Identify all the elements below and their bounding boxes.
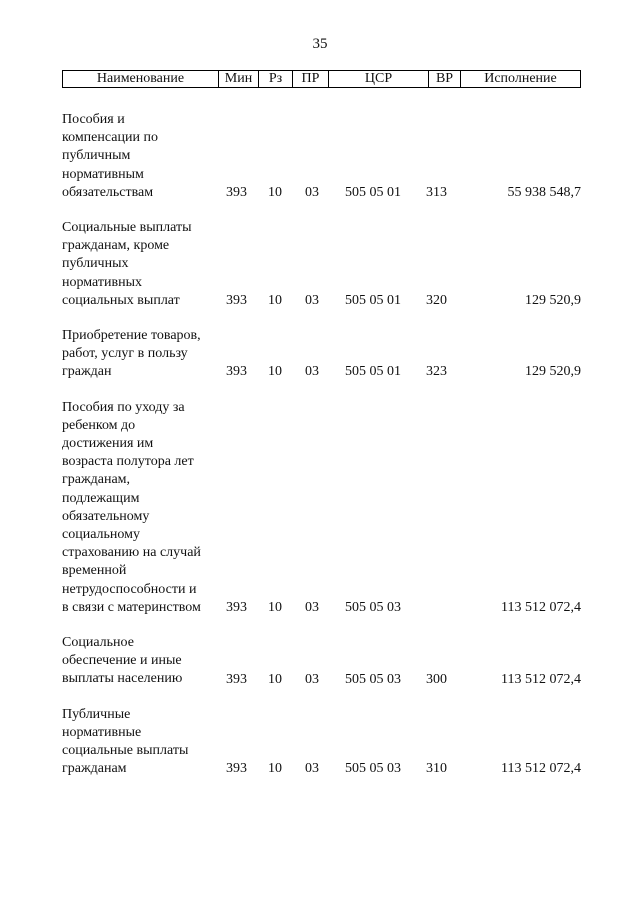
header-name: Наименование	[96, 71, 185, 86]
row-name-line: работ, услуг в пользу	[62, 346, 188, 362]
row-name-line: Пособия по уходу за	[62, 399, 185, 415]
row-name-line: страхованию на случай	[62, 545, 201, 561]
row-name-line: подлежащим	[62, 490, 140, 506]
cell-csr: 505 05 01	[345, 292, 401, 308]
cell-csr: 505 05 03	[345, 761, 401, 777]
page-number: 35	[312, 36, 328, 52]
header-rz: Рз	[258, 71, 292, 87]
row-name-line: Приобретение товаров,	[62, 328, 201, 344]
row-name-line: публичных	[62, 256, 129, 272]
cell-vr: 313	[426, 184, 447, 200]
row-values	[0, 363, 640, 381]
row-name-line: социальных выплат	[62, 292, 180, 308]
cell-isp: 55 938 548,7	[507, 184, 581, 200]
cell-pr: 03	[305, 671, 319, 687]
cell-vr: 323	[426, 364, 447, 380]
row-name-line: Публичные	[62, 706, 131, 722]
cell-isp: 113 512 072,4	[501, 599, 581, 615]
cell-isp: 113 512 072,4	[501, 761, 581, 777]
row-values	[0, 671, 640, 689]
cell-min: 393	[226, 671, 247, 687]
cell-rz: 10	[268, 599, 282, 615]
cell-min: 393	[226, 292, 247, 308]
row-name-line: обеспечение и иные	[62, 653, 182, 669]
cell-pr: 03	[305, 364, 319, 380]
row-name-line: ребенком до	[62, 417, 136, 433]
cell-vr: 300	[426, 671, 447, 687]
cell-csr: 505 05 01	[345, 184, 401, 200]
row-name-line: Социальные выплаты	[62, 220, 192, 236]
row-name-line: временной	[62, 563, 127, 579]
table-row	[0, 111, 640, 202]
row-values	[0, 599, 640, 617]
cell-csr: 505 05 01	[345, 364, 401, 380]
cell-rz: 10	[268, 364, 282, 380]
row-name-line: нормативные	[62, 724, 142, 740]
row-name-line: социальные выплаты	[62, 743, 189, 759]
cell-rz: 10	[268, 292, 282, 308]
row-name-line: гражданам, кроме	[62, 238, 170, 254]
cell-pr: 03	[305, 184, 319, 200]
table-row	[0, 634, 640, 689]
header-csr: ЦСР	[328, 71, 428, 87]
cell-vr: 320	[426, 292, 447, 308]
header-isp: Исполнение	[460, 71, 580, 87]
row-name-line: нормативных	[62, 274, 143, 290]
cell-rz: 10	[268, 184, 282, 200]
row-name-line: возраста полутора лет	[62, 454, 194, 470]
cell-pr: 03	[305, 292, 319, 308]
header-min: Мин	[218, 71, 258, 87]
row-name-line: граждан	[62, 364, 112, 380]
cell-rz: 10	[268, 761, 282, 777]
table-body	[0, 111, 640, 796]
row-name-line: достижения им	[62, 436, 154, 452]
header-vr: ВР	[428, 71, 460, 87]
cell-vr: 310	[426, 761, 447, 777]
cell-min: 393	[226, 184, 247, 200]
row-name-line: в связи с материнством	[62, 599, 201, 615]
row-name-line: гражданам,	[62, 472, 131, 488]
table-row	[0, 399, 640, 617]
cell-isp: 129 520,9	[525, 364, 581, 380]
table-row	[0, 706, 640, 779]
row-name-line: гражданам	[62, 761, 127, 777]
row-name-line: социальному	[62, 527, 140, 543]
header-pr: ПР	[292, 71, 328, 87]
row-name-line: выплаты населению	[62, 671, 183, 687]
cell-min: 393	[226, 364, 247, 380]
row-values	[0, 184, 640, 202]
table-row	[0, 327, 640, 382]
table-row	[0, 219, 640, 310]
cell-csr: 505 05 03	[345, 599, 401, 615]
row-name	[62, 399, 220, 617]
cell-pr: 03	[305, 761, 319, 777]
row-values	[0, 292, 640, 310]
row-name-line: Социальное	[62, 635, 134, 651]
row-name-line: нормативным	[62, 166, 144, 182]
row-name-line: нетрудоспособности и	[62, 581, 197, 597]
cell-isp: 129 520,9	[525, 292, 581, 308]
cell-pr: 03	[305, 599, 319, 615]
row-name-line: публичным	[62, 148, 131, 164]
cell-min: 393	[226, 599, 247, 615]
row-values	[0, 760, 640, 778]
row-name-line: компенсации по	[62, 130, 158, 146]
row-name-line: обязательному	[62, 508, 150, 524]
row-name-line: Пособия и	[62, 112, 125, 127]
cell-rz: 10	[268, 671, 282, 687]
cell-min: 393	[226, 761, 247, 777]
row-name-line: обязательствам	[62, 184, 154, 200]
cell-isp: 113 512 072,4	[501, 671, 581, 687]
cell-csr: 505 05 03	[345, 671, 401, 687]
table-header	[62, 70, 581, 88]
